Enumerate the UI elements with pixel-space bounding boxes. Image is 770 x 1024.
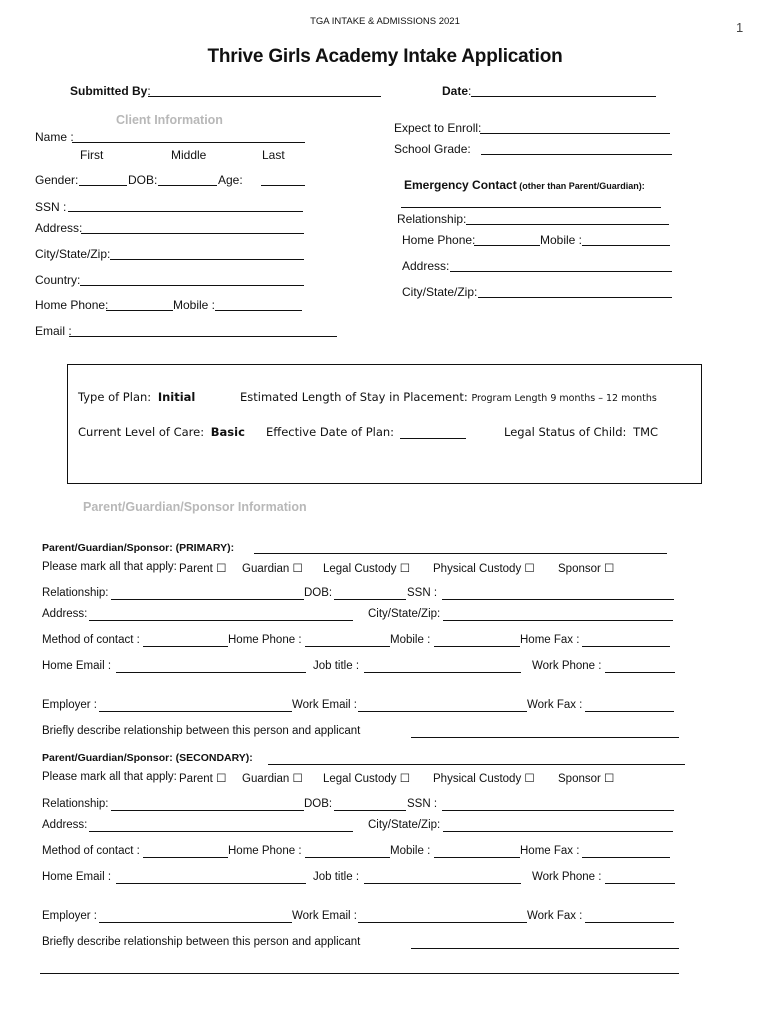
- emergency-contact-note: (other than Parent/Guardian):: [516, 181, 645, 191]
- age-field[interactable]: [261, 185, 305, 186]
- mobile-field[interactable]: [215, 310, 302, 311]
- secondary-work-fax-field[interactable]: [585, 922, 674, 923]
- secondary-city-label: City/State/Zip:: [368, 819, 441, 831]
- running-header: TGA INTAKE & ADMISSIONS 2021: [310, 16, 460, 27]
- secondary-ssn-label: SSN :: [407, 798, 438, 810]
- city-label: City/State/Zip:: [35, 247, 111, 261]
- secondary-city-field[interactable]: [443, 831, 673, 832]
- primary-job-field[interactable]: [364, 672, 521, 673]
- secondary-dob-label: DOB:: [304, 798, 333, 810]
- secondary-mobile-label: Mobile :: [390, 845, 431, 857]
- secondary-work-email-field[interactable]: [358, 922, 527, 923]
- date-row: Date:: [442, 84, 472, 98]
- ssn-label: SSN :: [35, 200, 67, 214]
- plan-type: [78, 390, 195, 404]
- secondary-home-fax-field[interactable]: [582, 857, 670, 858]
- submitted-by-field[interactable]: [148, 96, 381, 97]
- primary-work-email-field[interactable]: [358, 711, 527, 712]
- primary-ssn-field[interactable]: [442, 599, 674, 600]
- first-label: First: [80, 148, 104, 162]
- secondary-address-field[interactable]: [89, 831, 353, 832]
- emergency-mobile-label: Mobile :: [540, 233, 583, 247]
- primary-opt-physical[interactable]: Physical Custody ☐: [433, 563, 535, 575]
- secondary-home-phone-label: Home Phone :: [228, 845, 302, 857]
- effective-date-field[interactable]: [400, 438, 466, 439]
- secondary-opt-legal[interactable]: Legal Custody ☐: [323, 773, 411, 785]
- gender-field[interactable]: [79, 185, 127, 186]
- emergency-city-field[interactable]: [478, 297, 672, 298]
- primary-dob-label: DOB:: [304, 587, 333, 599]
- primary-describe-label: Briefly describe relationship between this person and applicant: [42, 725, 361, 737]
- email-field[interactable]: [69, 336, 337, 337]
- secondary-address-label: Address:: [42, 819, 88, 831]
- age-label: Age:: [218, 173, 243, 187]
- date-field[interactable]: [471, 96, 656, 97]
- primary-dob-field[interactable]: [334, 599, 406, 600]
- primary-home-fax-label: Home Fax :: [520, 634, 580, 646]
- emergency-relationship-label: Relationship:: [397, 212, 467, 226]
- legal-status-value: TMC: [633, 425, 659, 439]
- primary-opt-guardian[interactable]: Guardian ☐: [242, 563, 303, 575]
- client-info-heading: Client Information: [116, 113, 223, 127]
- submitted-by-row: Submitted By:: [70, 84, 151, 98]
- plan-length-label: Estimated Length of Stay in Placement:: [240, 390, 468, 404]
- secondary-describe-field[interactable]: [411, 948, 679, 949]
- secondary-mobile-field[interactable]: [434, 857, 520, 858]
- primary-home-phone-label: Home Phone :: [228, 634, 302, 646]
- primary-address-field[interactable]: [89, 620, 353, 621]
- care-level-label: Current Level of Care:: [78, 425, 205, 439]
- primary-heading: Parent/Guardian/Sponsor: (PRIMARY):: [42, 542, 235, 554]
- secondary-opt-parent[interactable]: Parent ☐: [179, 773, 227, 785]
- ssn-field[interactable]: [68, 211, 303, 212]
- name-label: Name :: [35, 130, 74, 144]
- care-level-value: Basic: [210, 425, 245, 439]
- emergency-contact-title: Emergency Contact: [404, 178, 517, 192]
- secondary-employer-label: Employer :: [42, 910, 97, 922]
- secondary-opt-physical[interactable]: Physical Custody ☐: [433, 773, 535, 785]
- page-number: 1: [736, 20, 744, 35]
- primary-opt-parent[interactable]: Parent ☐: [179, 563, 227, 575]
- gender-label: Gender:: [35, 173, 79, 187]
- secondary-relationship-label: Relationship:: [42, 798, 109, 810]
- primary-home-email-field[interactable]: [116, 672, 306, 673]
- submitted-by-label: Submitted By: [70, 84, 148, 98]
- primary-home-email-label: Home Email :: [42, 660, 112, 672]
- secondary-work-email-label: Work Email :: [292, 910, 357, 922]
- primary-mark-row: [42, 561, 177, 573]
- secondary-work-fax-label: Work Fax :: [527, 910, 583, 922]
- plan-box: [67, 364, 702, 484]
- primary-opt-legal[interactable]: Legal Custody ☐: [323, 563, 411, 575]
- expect-enroll-label: Expect to Enroll:: [394, 121, 482, 135]
- primary-work-fax-field[interactable]: [585, 711, 674, 712]
- secondary-describe-label: Briefly describe relationship between this person and applicant: [42, 936, 361, 948]
- emergency-mobile-field[interactable]: [582, 245, 670, 246]
- middle-label: Middle: [171, 148, 207, 162]
- secondary-name-field[interactable]: [268, 764, 685, 765]
- emergency-name-field[interactable]: [401, 207, 661, 208]
- secondary-work-phone-field[interactable]: [605, 883, 675, 884]
- legal-status-label: Legal Status of Child:: [504, 425, 627, 439]
- primary-relationship-field[interactable]: [111, 599, 304, 600]
- secondary-relationship-field[interactable]: [111, 810, 304, 811]
- primary-work-phone-field[interactable]: [605, 672, 675, 673]
- page-title: Thrive Girls Academy Intake Application: [207, 46, 563, 67]
- primary-relationship-label: Relationship:: [42, 587, 109, 599]
- date-label: Date: [442, 84, 469, 98]
- primary-mobile-label: Mobile :: [390, 634, 431, 646]
- plan-type-label: Type of Plan:: [78, 390, 152, 404]
- primary-method-label: Method of contact :: [42, 634, 140, 646]
- secondary-opt-sponsor[interactable]: Sponsor ☐: [558, 773, 615, 785]
- secondary-method-label: Method of contact :: [42, 845, 140, 857]
- primary-address-label: Address:: [42, 608, 88, 620]
- secondary-home-fax-label: Home Fax :: [520, 845, 580, 857]
- secondary-ssn-field[interactable]: [442, 810, 674, 811]
- legal-status: [504, 425, 658, 439]
- expect-enroll-field[interactable]: [480, 133, 670, 134]
- primary-city-field[interactable]: [443, 620, 673, 621]
- primary-work-email-label: Work Email :: [292, 699, 357, 711]
- secondary-home-email-field[interactable]: [116, 883, 306, 884]
- emergency-home-phone-label: Home Phone:: [402, 233, 476, 247]
- secondary-job-label: Job title :: [313, 871, 360, 883]
- city-field[interactable]: [110, 259, 304, 260]
- plan-type-value: Initial: [157, 390, 196, 404]
- primary-home-phone-field[interactable]: [305, 646, 390, 647]
- school-grade-label: School Grade:: [394, 142, 471, 156]
- secondary-mark-row: [42, 771, 177, 783]
- emergency-city-label: City/State/Zip:: [402, 285, 478, 299]
- care-level: [78, 425, 245, 439]
- secondary-job-field[interactable]: [364, 883, 521, 884]
- primary-job-label: Job title :: [313, 660, 360, 672]
- country-label: Country:: [35, 273, 81, 287]
- school-grade-field[interactable]: [481, 154, 672, 155]
- secondary-heading: Parent/Guardian/Sponsor: (SECONDARY):: [42, 752, 253, 764]
- mobile-label: Mobile :: [173, 298, 216, 312]
- primary-mark-label: Please mark all that apply:: [42, 561, 177, 573]
- primary-opt-sponsor[interactable]: Sponsor ☐: [558, 563, 615, 575]
- secondary-home-phone-field[interactable]: [305, 857, 390, 858]
- primary-work-phone-label: Work Phone :: [532, 660, 602, 672]
- secondary-home-email-label: Home Email :: [42, 871, 112, 883]
- primary-work-fax-label: Work Fax :: [527, 699, 583, 711]
- emergency-contact-heading: [404, 176, 645, 194]
- secondary-work-phone-label: Work Phone :: [532, 871, 602, 883]
- secondary-employer-field[interactable]: [99, 922, 292, 923]
- home-phone-label: Home Phone:: [35, 298, 109, 312]
- primary-mobile-field[interactable]: [434, 646, 520, 647]
- secondary-dob-field[interactable]: [334, 810, 406, 811]
- home-phone-field[interactable]: [106, 310, 173, 311]
- secondary-method-field[interactable]: [143, 857, 228, 858]
- primary-home-fax-field[interactable]: [582, 646, 670, 647]
- dob-label: DOB:: [128, 173, 158, 187]
- parent-section-heading: Parent/Guardian/Sponsor Information: [83, 500, 307, 514]
- emergency-home-phone-field[interactable]: [474, 245, 540, 246]
- secondary-mark-label: Please mark all that apply:: [42, 771, 177, 783]
- last-label: Last: [262, 148, 285, 162]
- primary-ssn-label: SSN :: [407, 587, 438, 599]
- plan-length-value: Program Length 9 months – 12 months: [471, 393, 657, 404]
- emergency-relationship-field[interactable]: [466, 224, 669, 225]
- address-label: Address:: [35, 221, 83, 235]
- name-field[interactable]: [72, 142, 305, 143]
- address-field[interactable]: [81, 233, 304, 234]
- primary-name-field[interactable]: [254, 553, 667, 554]
- dob-field[interactable]: [158, 185, 217, 186]
- secondary-describe-field-2[interactable]: [40, 973, 679, 974]
- primary-method-field[interactable]: [143, 646, 228, 647]
- plan-length: [240, 390, 657, 404]
- primary-describe-field[interactable]: [411, 737, 679, 738]
- secondary-opt-guardian[interactable]: Guardian ☐: [242, 773, 303, 785]
- primary-employer-field[interactable]: [99, 711, 292, 712]
- emergency-address-field[interactable]: [450, 271, 672, 272]
- country-field[interactable]: [80, 285, 304, 286]
- effective-date-label: Effective Date of Plan:: [266, 425, 395, 439]
- primary-city-label: City/State/Zip:: [368, 608, 441, 620]
- email-label: Email :: [35, 324, 72, 338]
- emergency-address-label: Address:: [402, 259, 450, 273]
- primary-employer-label: Employer :: [42, 699, 97, 711]
